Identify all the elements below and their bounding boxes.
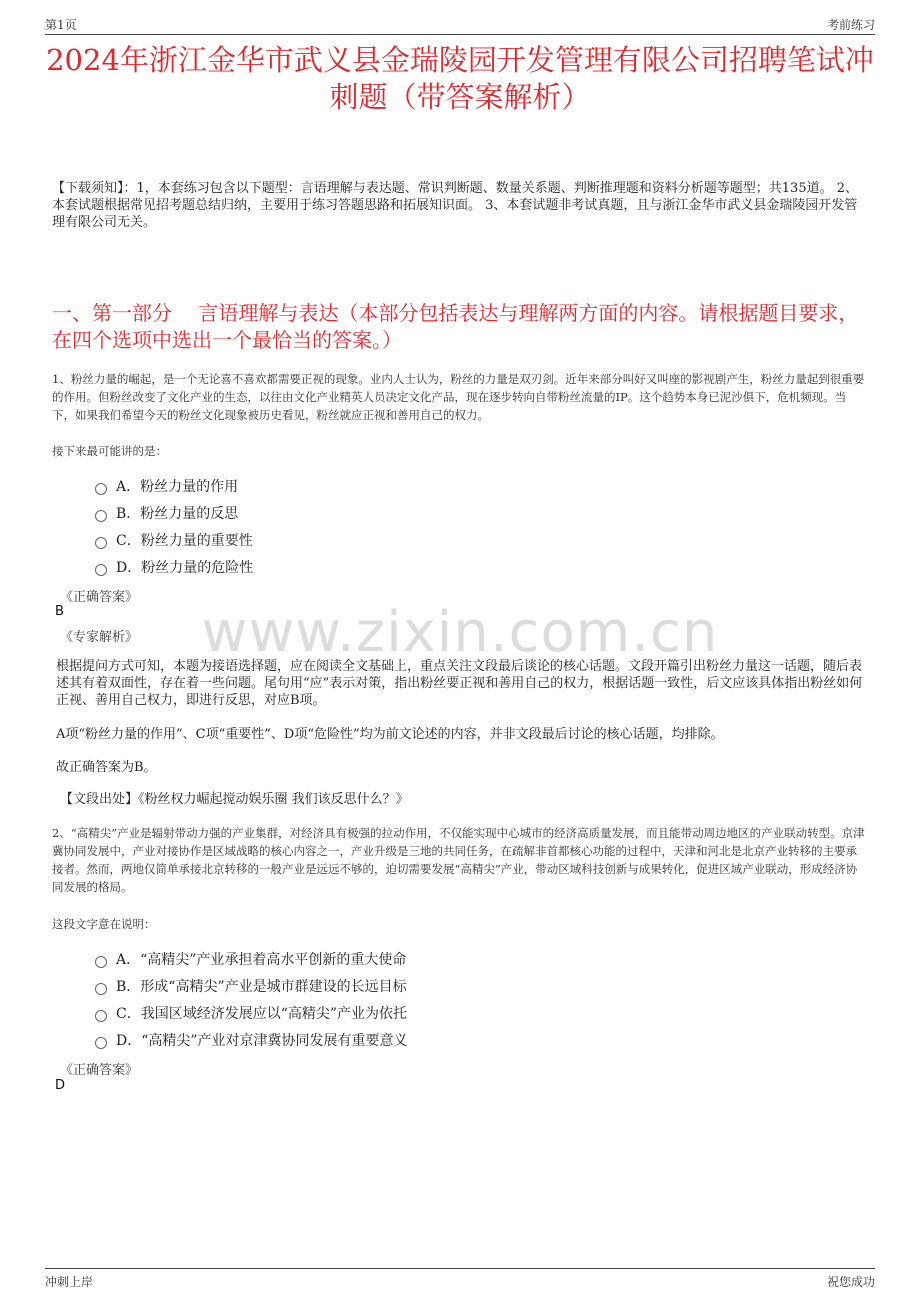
q1-source: 【文段出处】《粉丝权力崛起搅动娱乐圈 我们该反思什么？》	[60, 792, 409, 807]
question-2-text: 2、“高精尖”产业是辐射带动力强的产业集群，对经济具有极强的拉动作用，不仅能实现中心城市的经济高质量发展，而且能带动周边地区的产业联动转型。京津冀协同发展中，产业对接协作是区域战略的核心内容之一，产业升级是三地的共同任务，在疏解非首都核心功能的过程中，天津和河北是北京产业转移的主要承接者。然而，两地仅简单承接北京转移的一般产业是远远不够的，迫切需要发展“高精尖”产业，带动区域科技创新与成果转化，促进区域产业联动，形成经济协同发展的格局。	[52, 826, 865, 894]
download-notice: 【下载须知】：1，本套练习包含以下题型：言语理解与表达题、常识判断题、数量关系题、判断推理题和资料分析题等题型；共135道。 2、本套试题根据常见招考题总结归纳，主要用于练习答题思路和拓展知识面。 3、本套试题非考试真题，且与浙江金华市武义县金瑞陵园开发管理有限公司无关。	[52, 181, 858, 230]
q2-answer-label: 《正确答案》	[60, 1063, 139, 1078]
radio-icon[interactable]	[95, 510, 107, 522]
q1-analysis-label: 《专家解析》	[60, 630, 139, 645]
option-label: A．“高精尖”产业承担着高水平创新的重大使命	[116, 952, 407, 968]
radio-icon[interactable]	[95, 983, 107, 995]
radio-icon[interactable]	[95, 1010, 107, 1022]
footer-left: 冲刺上岸	[45, 1275, 94, 1289]
option-label: B．形成“高精尖”产业是城市群建设的长远目标	[116, 979, 407, 995]
q2-option-a[interactable]	[95, 949, 406, 969]
q1-option-a[interactable]	[95, 476, 238, 496]
q1-option-b[interactable]	[95, 503, 238, 523]
header-label: 考前练习	[826, 18, 875, 32]
q1-analysis-paragraph: A项“粉丝力量的作用”、C项“重要性”、D项“危险性”均为前文论述的内容，并非文段最后讨论的核心话题，均排除。	[56, 727, 724, 742]
page-number: 第1页	[45, 18, 77, 32]
footer-right: 祝您成功	[826, 1275, 875, 1289]
q2-option-c[interactable]	[95, 1003, 407, 1023]
option-label: D．粉丝力量的危险性	[116, 560, 254, 576]
q1-option-d[interactable]	[95, 557, 253, 577]
radio-icon[interactable]	[95, 956, 107, 968]
page-header	[45, 12, 875, 35]
option-label: C．我国区域经济发展应以“高精尖”产业为依托	[116, 1006, 408, 1022]
q1-answer-label: 《正确答案》	[60, 590, 139, 605]
radio-icon[interactable]	[95, 1037, 107, 1049]
radio-icon[interactable]	[95, 537, 107, 549]
option-label: B．粉丝力量的反思	[116, 506, 239, 522]
q1-analysis-paragraph: 故正确答案为B。	[56, 760, 157, 775]
question-1-text: 1、粉丝力量的崛起，是一个无论喜不喜欢都需要正视的现象。业内人士认为，粉丝的力量是双刃剑。近年来部分叫好又叫座的影视剧产生，粉丝力量起到很重要的作用。但粉丝改变了文化产业的生态，以往由文化产业精英人员决定文化产品，现在逐步转向自带粉丝流量的IP。这个趋势本身已泥沙俱下，危机频现。当下，如果我们希望今天的粉丝文化现象被历史看见，粉丝就应正视和善用自己的权力。	[52, 372, 865, 422]
q2-option-b[interactable]	[95, 976, 407, 996]
radio-icon[interactable]	[95, 483, 107, 495]
question-1-prompt: 接下来最可能讲的是：	[52, 444, 167, 458]
document-title: 2024年浙江金华市武义县金瑞陵园开发管理有限公司招聘笔试冲刺题（带答案解析）	[46, 43, 874, 114]
q2-option-d[interactable]	[95, 1030, 408, 1050]
option-label: D．“高精尖”产业对京津冀协同发展有重要意义	[116, 1033, 408, 1049]
q1-answer: B	[55, 604, 64, 619]
option-label: A．粉丝力量的作用	[116, 479, 239, 495]
q1-option-c[interactable]	[95, 530, 253, 550]
option-label: C．粉丝力量的重要性	[116, 533, 253, 549]
watermark: www.zixin.com.cn	[201, 600, 719, 665]
q2-answer: D	[55, 1078, 66, 1093]
section-heading: 一、第一部分 言语理解与表达（本部分包括表达与理解两方面的内容。请根据题目要求，在四个选项中选出一个最恰当的答案。）	[52, 301, 859, 352]
q1-analysis-paragraph: 根据提问方式可知，本题为接语选择题，应在阅读全文基础上，重点关注文段最后谈论的核心话题。文段开篇引出粉丝力量这一话题，随后表述其有着双面性，存在着一些问题。尾句用“应”表示对策，指出粉丝要正视和善用自己的权力，根据话题一致性，后文应该具体指出粉丝如何正视、善用自己权力，即进行反思，对应B项。	[56, 659, 863, 708]
page-footer	[45, 1268, 875, 1291]
question-2-prompt: 这段文字意在说明：	[52, 917, 156, 931]
radio-icon[interactable]	[95, 564, 107, 576]
